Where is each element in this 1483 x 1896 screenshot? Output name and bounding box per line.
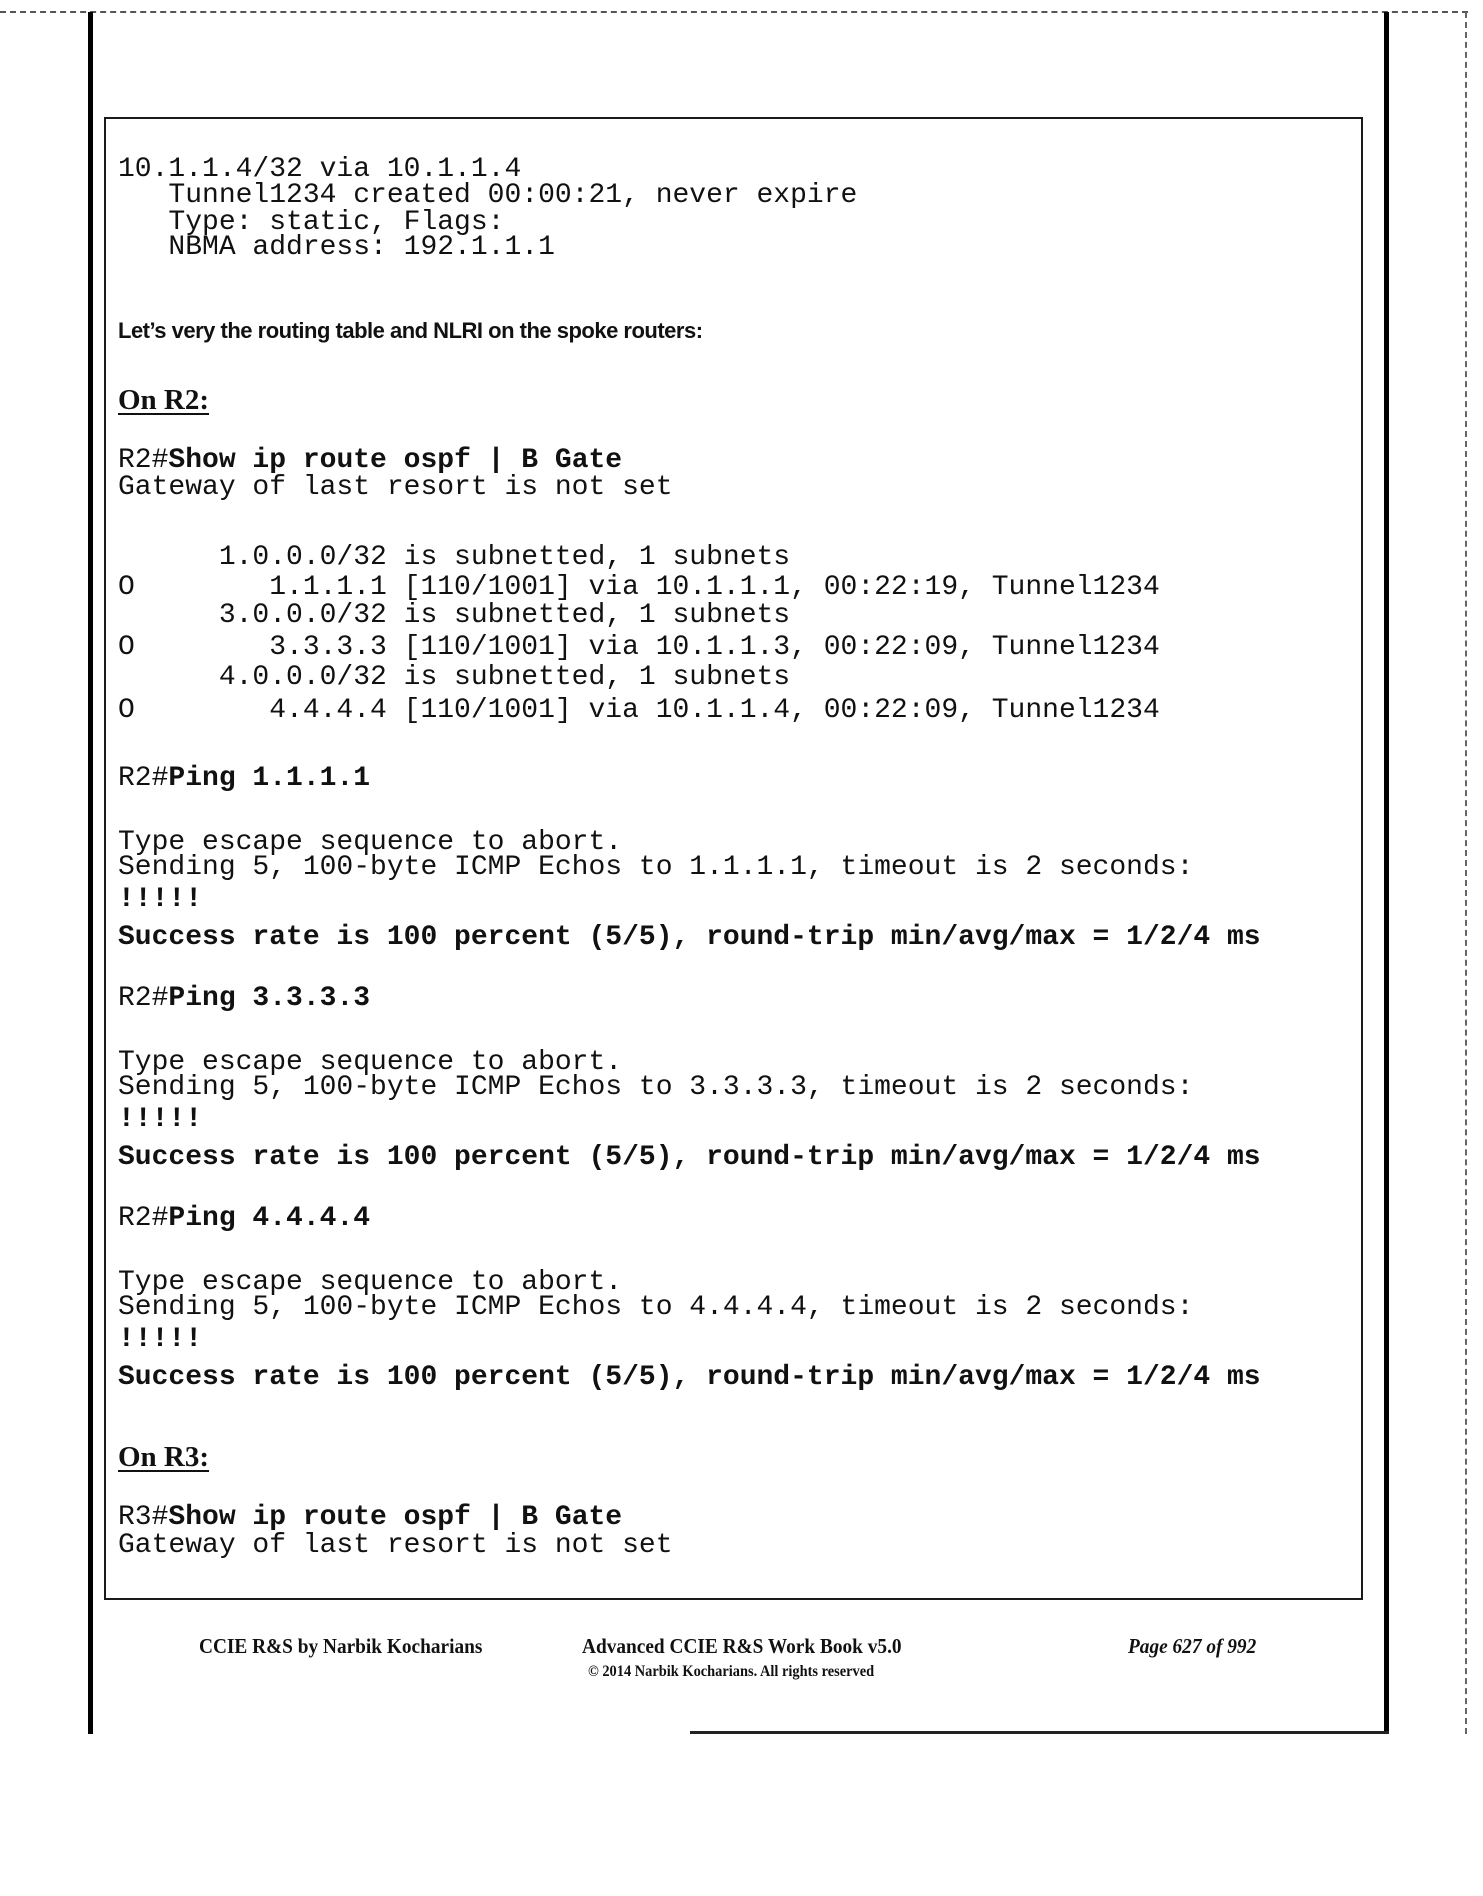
route-line: O 4.4.4.4 [110/1001] via 10.1.1.4, 00:22:09, Tunnel1234 [118,695,1160,726]
ping-sending-line: Sending 5, 100-byte ICMP Echos to 4.4.4.4, timeout is 2 seconds: [118,1292,1194,1323]
route-line: 4.0.0.0/32 is subnetted, 1 subnets [118,662,791,693]
gateway-line-r3: Gateway of last resort is not set [118,1530,673,1561]
ping-result-line: Success rate is 100 percent (5/5), round-trip min/avg/max = 1/2/4 ms [118,1362,1261,1393]
ping-escape-line: Type escape sequence to abort. [118,827,623,858]
scan-edge-line [1465,12,1467,1734]
ping-escape-line: Type escape sequence to abort. [118,1267,623,1298]
section-heading-r2: On R2: [118,384,210,416]
ping-success-marks: !!!!! [118,884,203,915]
nhrp-entry-line: 10.1.1.4/32 via 10.1.1.4 [118,154,522,185]
ping-sending-line: Sending 5, 100-byte ICMP Echos to 3.3.3.3, timeout is 2 seconds: [118,1072,1194,1103]
top-border-rule [0,11,1468,13]
left-page-border [88,12,93,1734]
cli-command: Show ip route ospf | B Gate [168,1502,623,1533]
ping-command [118,1205,370,1233]
route-line: 1.0.0.0/32 is subnetted, 1 subnets [118,542,791,573]
ping-command [118,985,370,1013]
show-command-r2 [118,447,622,475]
route-line: O 1.1.1.1 [110/1001] via 10.1.1.1, 00:22:19, Tunnel1234 [118,572,1160,603]
section-heading-r3: On R3: [118,1441,210,1473]
ping-success-marks: !!!!! [118,1324,203,1355]
right-page-border [1384,12,1389,1734]
cli-command: Ping 4.4.4.4 [168,1203,371,1234]
route-line: 3.0.0.0/32 is subnetted, 1 subnets [118,600,791,631]
footer-copyright: © 2014 Narbik Kocharians. All rights reserved [588,1663,875,1680]
nhrp-entry-line: Type: static, Flags: [118,207,505,238]
ping-escape-line: Type escape sequence to abort. [118,1047,623,1078]
ping-success-marks: !!!!! [118,1104,203,1135]
instruction-note: Let’s very the routing table and NLRI on the spoke routers: [118,318,703,343]
cli-prompt: R2# [118,445,169,476]
footer-book-title: Advanced CCIE R&S Work Book v5.0 [582,1634,902,1658]
nhrp-entry-line: Tunnel1234 created 00:00:21, never expire [118,180,858,211]
ping-sending-line: Sending 5, 100-byte ICMP Echos to 1.1.1.1, timeout is 2 seconds: [118,852,1194,883]
cli-prompt: R2# [118,1203,169,1234]
cli-prompt: R2# [118,983,169,1014]
cli-command: Show ip route ospf | B Gate [168,445,623,476]
route-line: O 3.3.3.3 [110/1001] via 10.1.1.3, 00:22:09, Tunnel1234 [118,632,1160,663]
nhrp-entry-line: NBMA address: 192.1.1.1 [118,232,555,263]
bottom-border-rule [690,1731,1389,1734]
cli-prompt: R3# [118,1502,169,1533]
gateway-line-r2: Gateway of last resort is not set [118,472,673,503]
ping-result-line: Success rate is 100 percent (5/5), round-trip min/avg/max = 1/2/4 ms [118,922,1261,953]
footer-page-number: Page 627 of 992 [1128,1634,1257,1658]
cli-command: Ping 1.1.1.1 [168,763,371,794]
cli-command: Ping 3.3.3.3 [168,983,371,1014]
cli-prompt: R2# [118,763,169,794]
ping-result-line: Success rate is 100 percent (5/5), round-trip min/avg/max = 1/2/4 ms [118,1142,1261,1173]
footer-author: CCIE R&S by Narbik Kocharians [199,1634,483,1658]
ping-command [118,765,370,793]
show-command-r3 [118,1504,622,1532]
